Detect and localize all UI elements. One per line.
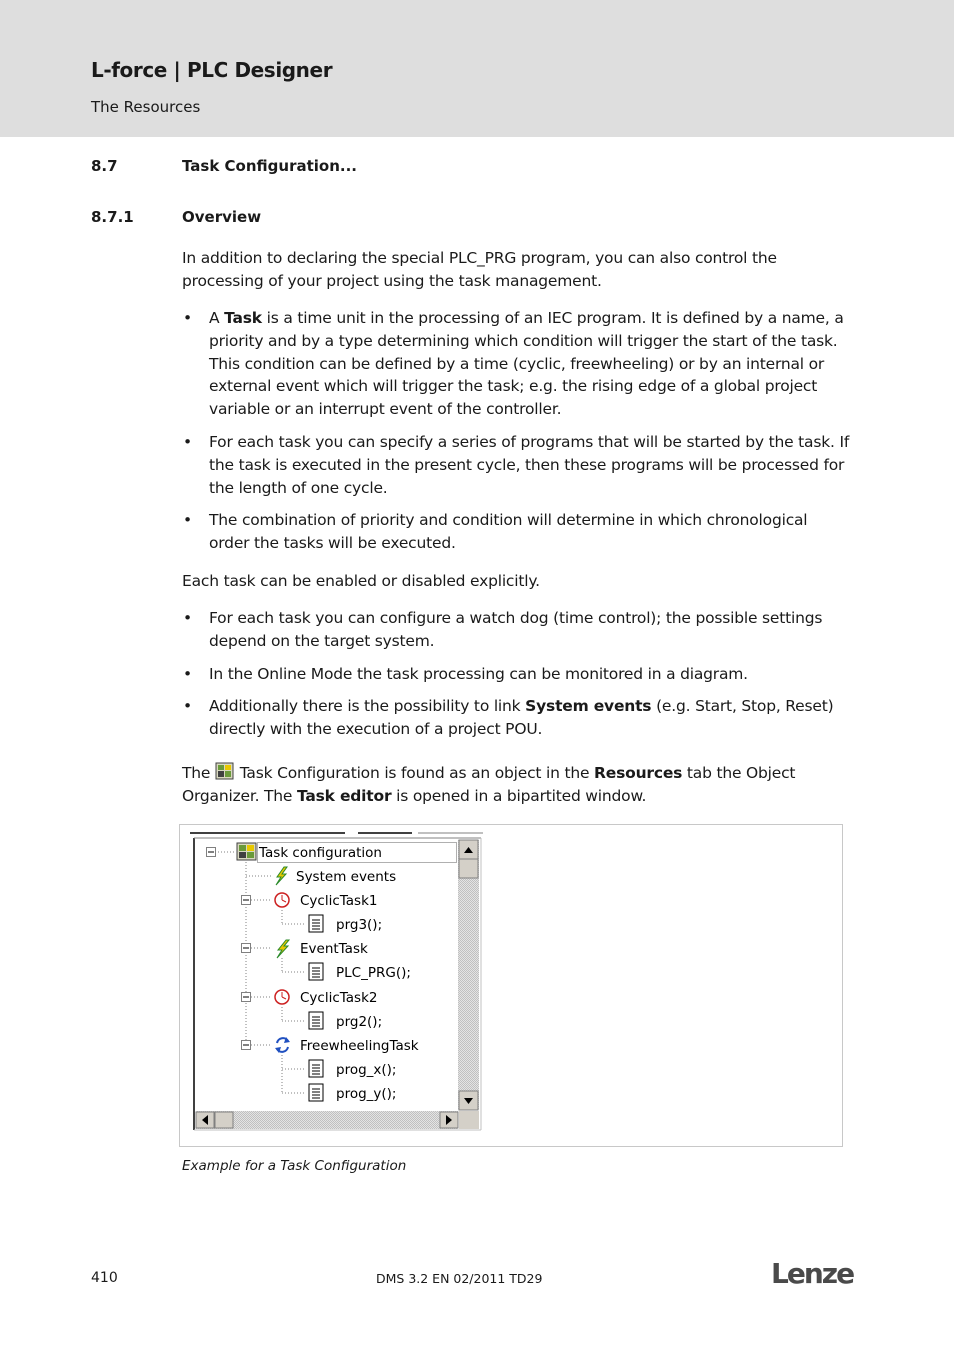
tree-label: prog_y(); — [336, 1086, 397, 1102]
tree-item-prg3[interactable] — [309, 915, 382, 933]
collapse-eventtask-icon[interactable] — [242, 944, 251, 953]
task-tree-window — [190, 832, 483, 1132]
feature-bullet-list — [182, 607, 850, 751]
subsection-title: Overview — [182, 208, 262, 226]
collapse-cyclictask2-icon[interactable] — [242, 993, 251, 1002]
section-title: Task Configuration... — [182, 157, 357, 175]
closing-paragraph: The Task Configuration is found as an object in the Resources tab the Object Organizer. The Task editor is opened in a bipartited window. — [182, 761, 850, 808]
tree-label: CyclicTask2 — [300, 990, 378, 1006]
list-item: • For each task you can specify a series of programs that will be started by the task. If the task is executed in the present cycle, then these programs will be processed for the length of one cycle. — [182, 431, 850, 499]
program-document-icon — [309, 915, 323, 932]
task-configuration-icon — [237, 843, 256, 860]
document-reference: DMS 3.2 EN 02/2011 TD29 — [376, 1271, 543, 1286]
list-item: • For each task you can configure a watch dog (time control); the possible settings depend on the target system. — [182, 607, 850, 653]
document-title: L-force | PLC Designer — [91, 58, 333, 82]
tree-label: Task configuration — [259, 845, 382, 861]
task-bullet-list — [182, 307, 850, 565]
horizontal-scrollbar[interactable] — [196, 1111, 479, 1129]
tree-label: System events — [296, 869, 397, 885]
lenze-logo: Lenze — [771, 1257, 854, 1290]
tree-label: prog_x(); — [336, 1062, 397, 1078]
collapse-cyclictask1-icon[interactable] — [242, 896, 251, 905]
page-number: 410 — [91, 1270, 118, 1286]
vertical-scrollbar[interactable] — [458, 840, 479, 1110]
page-header — [0, 0, 954, 137]
list-item: • In the Online Mode the task processing can be monitored in a diagram. — [182, 663, 850, 686]
task-configuration-icon — [215, 761, 235, 781]
tree-label: EventTask — [300, 941, 368, 957]
list-item: • The combination of priority and condition will determine in which chronological order the tasks will be executed. — [182, 509, 850, 555]
section-number: 8.7 — [91, 157, 118, 175]
clock-icon — [275, 990, 289, 1004]
tree-item-prg2[interactable] — [309, 1012, 382, 1030]
document-subtitle: The Resources — [91, 98, 201, 116]
list-item: • Additionally there is the possibility to link System events (e.g. Start, Stop, Reset) directly with the execution of a project POU. — [182, 695, 850, 741]
intro-paragraph: In addition to declaring the special PLC_PRG program, you can also control the processing of your project using the task management. — [182, 249, 777, 290]
figure-caption: Example for a Task Configuration — [182, 1158, 407, 1174]
program-document-icon — [309, 963, 323, 980]
enable-paragraph: Each task can be enabled or disabled explicitly. — [182, 572, 540, 590]
collapse-root-icon[interactable] — [207, 848, 216, 857]
tree-label: PLC_PRG(); — [336, 965, 411, 981]
list-item: • A Task is a time unit in the processing of an IEC program. It is defined by a name, a priority and by a type determining which condition will trigger the start of the task. This condition can be defined by a time (cyclic, freewheeling) or by an internal or external event which will trigger the task; e.g. the rising edge of a global project variable or an interrupt event of the controller. — [182, 307, 850, 421]
collapse-freewheelingtask-icon[interactable] — [242, 1041, 251, 1050]
tree-label: prg2(); — [336, 1014, 383, 1030]
tree-item-prog-x[interactable] — [309, 1060, 396, 1078]
tree-label: CyclicTask1 — [300, 893, 378, 909]
subsection-number: 8.7.1 — [91, 208, 134, 226]
program-document-icon — [309, 1084, 323, 1101]
program-document-icon — [309, 1012, 323, 1029]
tree-item-prog-y[interactable] — [309, 1084, 396, 1102]
program-document-icon — [309, 1060, 323, 1077]
tree-label: prg3(); — [336, 917, 383, 933]
tree-label: FreewheelingTask — [300, 1038, 419, 1054]
clock-icon — [275, 893, 289, 907]
